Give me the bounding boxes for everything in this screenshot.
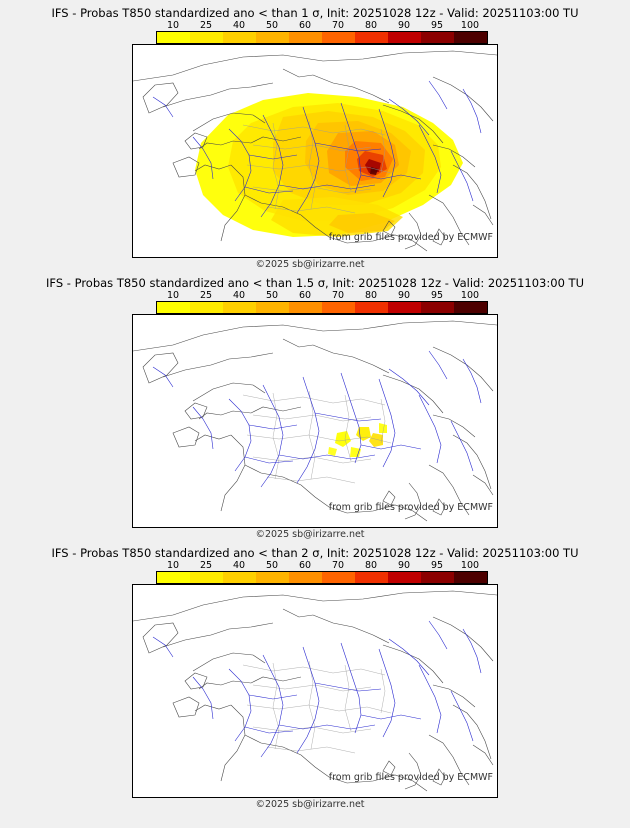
colorbar-tick-10: 100 (460, 290, 480, 301)
colorbar-tick-4: 50 (265, 20, 279, 31)
probability-panel-2 (0, 270, 630, 540)
colorbar-tick-3: 40 (232, 560, 246, 571)
colorbar-tick-4: 50 (265, 560, 279, 571)
probability-shading-2 (328, 423, 387, 457)
colorbar-tick-5: 60 (298, 20, 312, 31)
probability-shading-1 (195, 93, 463, 237)
coastlines-3 (133, 591, 497, 791)
colorbar-tick-9: 95 (430, 20, 444, 31)
colorbar-tick-1: 10 (166, 290, 180, 301)
colorbar-tick-2: 25 (199, 20, 213, 31)
colorbar-tick-9: 95 (430, 560, 444, 571)
colorbar-tick-2: 25 (199, 290, 213, 301)
map-svg-1 (133, 45, 497, 257)
panel-2-title: IFS - Probas T850 standardized ano < than 1.5 σ, Init: 20251028 12z - Valid: 20251103:00 TU (46, 276, 584, 290)
colorbar-tick-3: 40 (232, 20, 246, 31)
colorbar-tick-4: 50 (265, 290, 279, 301)
colorbar-tick-5: 60 (298, 290, 312, 301)
colorbar-tick-labels-1 (0, 20, 630, 31)
colorbar-tick-6: 70 (331, 290, 345, 301)
colorbar-tick-7: 80 (364, 20, 378, 31)
probability-panel-1 (0, 0, 630, 270)
colorbar-tick-1: 10 (166, 560, 180, 571)
copyright-3: ©2025 sb@irizarre.net (255, 799, 365, 810)
colorbar-tick-labels-3 (0, 560, 630, 571)
colorbar-tick-8: 90 (397, 20, 411, 31)
colorbar-tick-10: 100 (460, 20, 480, 31)
colorbar-gradient-3 (156, 571, 488, 584)
colorbar-tick-7: 80 (364, 560, 378, 571)
panel-1-title: IFS - Probas T850 standardized ano < than 1 σ, Init: 20251028 12z - Valid: 20251103:00 TU (51, 6, 579, 20)
colorbar-tick-10: 100 (460, 560, 480, 571)
ecmwf-credit-2: from grib files provided by ECMWF (328, 502, 493, 513)
colorbar-gradient-1 (156, 31, 488, 44)
map-panel-1 (132, 44, 498, 258)
probability-panel-3 (0, 540, 630, 810)
copyright-2: ©2025 sb@irizarre.net (255, 529, 365, 540)
colorbar-tick-6: 70 (331, 20, 345, 31)
ecmwf-credit-1: from grib files provided by ECMWF (328, 232, 493, 243)
colorbar-tick-2: 25 (199, 560, 213, 571)
colorbar-tick-5: 60 (298, 560, 312, 571)
coastlines-2 (133, 321, 497, 521)
colorbar-tick-labels-2 (0, 290, 630, 301)
colorbar-tick-3: 40 (232, 290, 246, 301)
colorbar-tick-6: 70 (331, 560, 345, 571)
colorbar-gradient-2 (156, 301, 488, 314)
map-panel-3 (132, 584, 498, 798)
map-svg-2 (133, 315, 497, 527)
panel-3-title: IFS - Probas T850 standardized ano < than 2 σ, Init: 20251028 12z - Valid: 20251103:00 TU (51, 546, 579, 560)
colorbar-tick-1: 10 (166, 20, 180, 31)
colorbar-tick-8: 90 (397, 290, 411, 301)
copyright-1: ©2025 sb@irizarre.net (255, 259, 365, 270)
admin-borders-3 (243, 661, 391, 753)
map-panel-2 (132, 314, 498, 528)
panel-1-colorbar (0, 20, 630, 44)
map-svg-3 (133, 585, 497, 797)
colorbar-tick-8: 90 (397, 560, 411, 571)
panel-3-colorbar (0, 560, 630, 584)
colorbar-tick-9: 95 (430, 290, 444, 301)
ecmwf-credit-3: from grib files provided by ECMWF (328, 772, 493, 783)
colorbar-tick-7: 80 (364, 290, 378, 301)
panel-2-colorbar (0, 290, 630, 314)
